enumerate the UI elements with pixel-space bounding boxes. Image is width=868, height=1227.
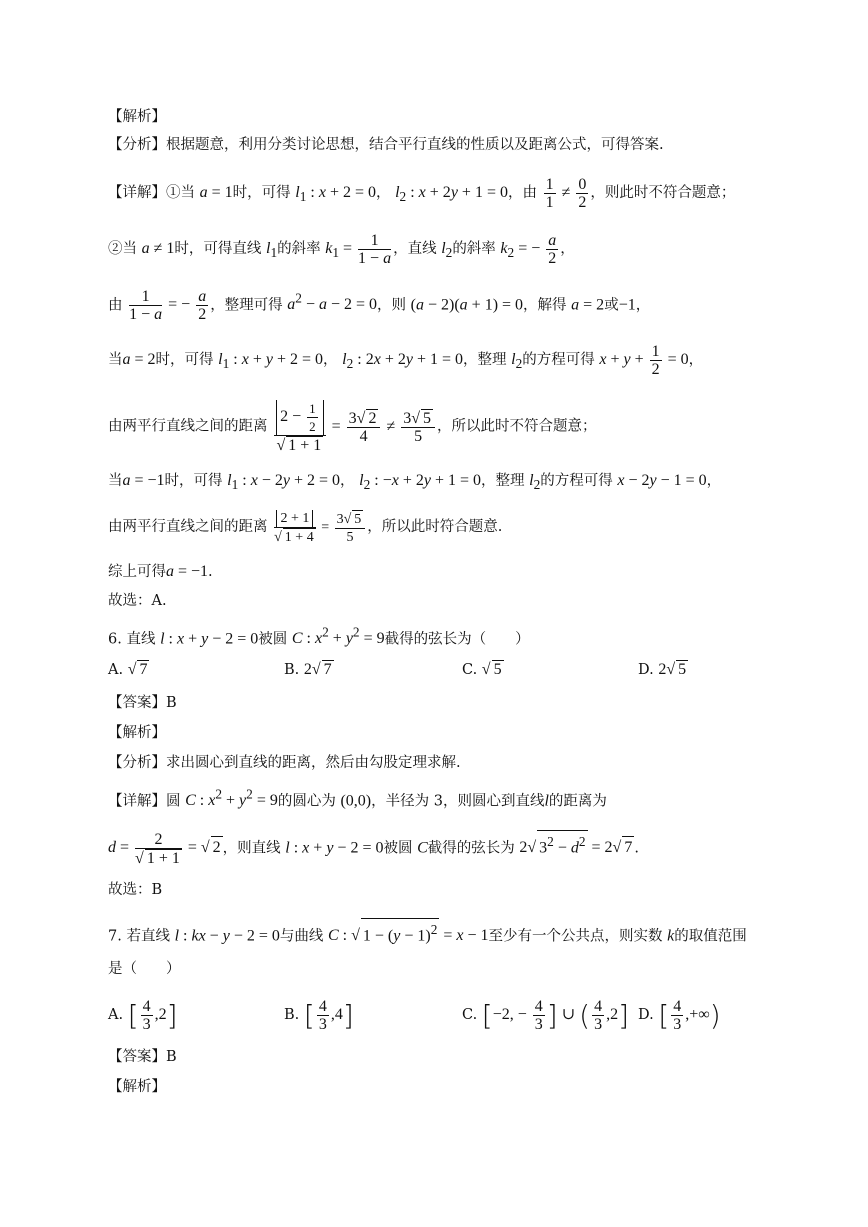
- q6-analysis-heading: 【解析】: [108, 725, 166, 741]
- q7-option-b: B. [ $\frac{4}{3}$ ,4]: [284, 998, 354, 1033]
- question-7-cont: 是（ ）: [108, 961, 181, 977]
- q6-option-b: B. 2√ 7: [284, 661, 332, 678]
- q7-option-a: A. [ $\frac{4}{3}$ ,2]: [108, 998, 178, 1033]
- q6-detail-2: d = $\frac{2}{√ 1 + 1}$ = √ 2 ，则直线 l : x + y − 2 = 0被圆 C截得的弦长为 2√ $3^2 - d^2 = 2√$ 7 .: [108, 830, 639, 867]
- q7-analysis-heading: 【解析】: [108, 1079, 166, 1095]
- analysis-summary: 【分析】根据题意，利用分类讨论思想，结合平行直线的性质以及距离公式，可得答案.: [108, 137, 664, 153]
- detail-a-equals-2: 当a = 2时，可得 $l_1$ : x + y + 2 = 0， $l_2$ : 2x + 2y + 1 = 0，整理 $l_2$的方程可得 x + y + $\frac{1}{2}$ = 0，: [108, 343, 704, 378]
- q6-analysis-summary: 【分析】求出圆心到直线的距离，然后由勾股定理求解.: [108, 755, 461, 771]
- q7-option-d: D. [ $\frac{4}{3}$ ,+∞): [638, 998, 721, 1033]
- detail-case-1: 【详解】①当 a = 1时，可得 $l_1$ : x + 2 = 0， $l_2$ : x + 2y + 1 = 0，由 $\frac{1}{1}$ ≠ $\frac{0}{2}$ ，则此时不符合题意；: [108, 176, 736, 211]
- q6-option-d: D. 2√ 5: [638, 661, 687, 678]
- q6-option-c: C. √ 5: [462, 661, 502, 678]
- q7-option-c: C. [−2, − $\frac{4}{3}$ ] ∪ ( $\frac{4}{3}$ ,2]: [462, 998, 629, 1033]
- q6-choice: 故选：B: [108, 882, 163, 898]
- detail-a-equals-neg1: 当a = −1时，可得 $l_1$ : x − 2y + 2 = 0， $l_2$ : −x + 2y + 1 = 0，整理 $l_2$的方程可得 x − 2y − 1 = 0，: [108, 472, 722, 493]
- q7-answer: 【答案】B: [108, 1049, 177, 1065]
- question-7: 7. 若直线 l : kx − y − 2 = 0与曲线 C : √ $1 - (y - 1)^2 = x - 1$至少有一个公共点，则实数 k的取值范围: [108, 918, 828, 947]
- detail-distance-2: 由两平行直线之间的距离 $\frac{2 + 1}{√ 1 + 4}$ = $\frac{3√ 5}{5}$ ，所以此时符合题意.: [108, 511, 503, 545]
- choice-q5: 故选：A.: [108, 593, 167, 609]
- q6-detail-1: 【详解】圆 C : $x^2 + y^2 = 9$的圆心为 (0,0)，半径为 3，则圆心到直线l的距离为: [108, 787, 607, 810]
- detail-case-2: ②当 a ≠ 1时，可得直线 $l_1$的斜率 $k_1$ = $\frac{1}{1 - a}$ ，直线 $l_2$的斜率 $k_2$ = − $\frac{a}{2}$ ，: [108, 232, 575, 267]
- q6-answer: 【答案】B: [108, 695, 177, 711]
- q6-option-a: A. √ 7: [108, 661, 148, 678]
- detail-distance-1: 由两平行直线之间的距离 2 − $\frac{1}{2}$ √ 1 + 1 = $\frac{3√ 2}{4}$ ≠ $\frac{3√ 5}{5}$ ，所以此时不符合题意；: [108, 401, 597, 454]
- conclusion: 综上可得a = −1.: [108, 563, 213, 580]
- analysis-heading: 【解析】: [108, 109, 166, 125]
- question-6: 6. 直线 l : x + y − 2 = 0被圆 C : $x^2 + y^2 = 9$截得的弦长为（ ）: [108, 625, 530, 648]
- detail-equation: 由 $\frac{1}{1 - a}$ = − $\frac{a}{2}$ ，整理可得 $a^2 - a - 2 = 0$，则 (a − 2)(a + 1) = 0，解得 a = 2或−1，: [108, 288, 651, 324]
